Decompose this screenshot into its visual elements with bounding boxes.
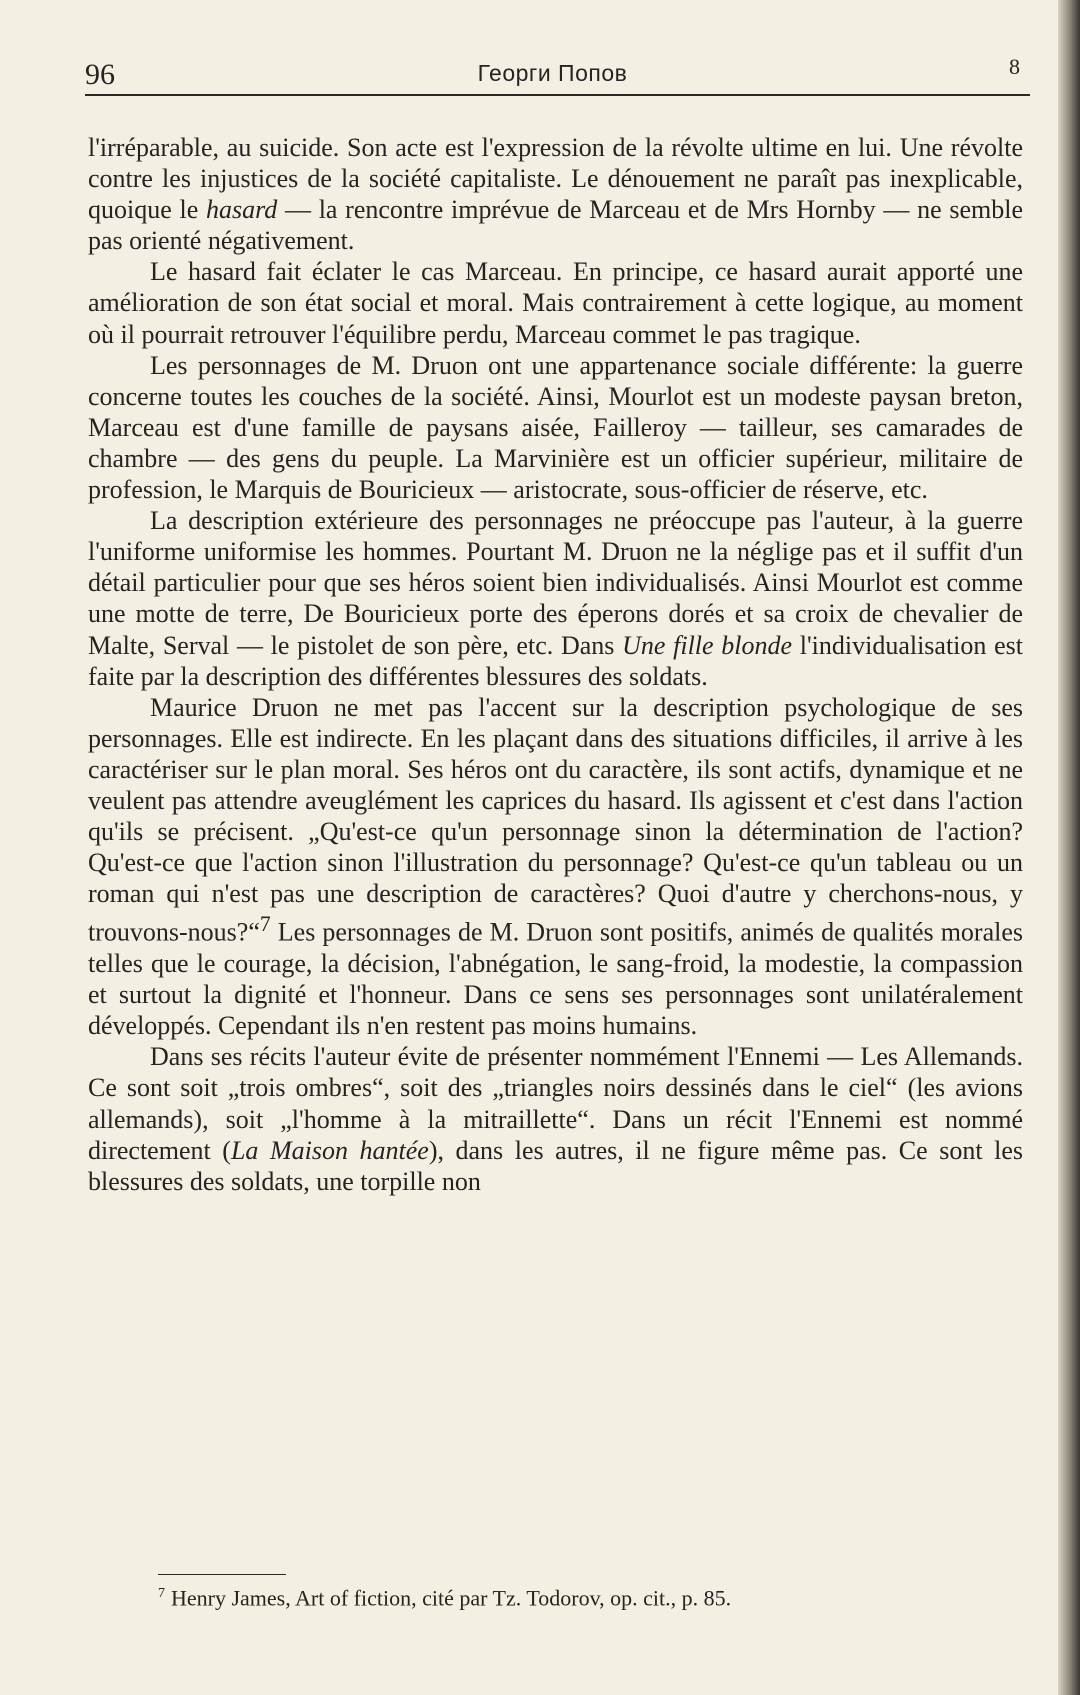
paragraph [88, 692, 1023, 1042]
text-run: l'irréparable, au suicide. Son acte est l'expression de la révolte ultime en lui. Une révolte contre les injustices de la société capitaliste. Le dénouement ne paraît pas inexplicable, quoique le [88, 133, 1023, 225]
footnote-ref: 7 [259, 912, 271, 937]
italic-title: La Maison hantée [230, 1135, 429, 1165]
text-run: La description extérieure des personnages ne préoccupe pas l'auteur, à la guerre l'uniforme uniformise les hommes. Pourtant M. Druon ne la néglige pas et il suffit d'un détail particulier pour que ses héros soient bien individualisés. Ainsi Mourlot est comme une motte de terre, De Bouricieux porte des éperons dorés et sa croix de chevalier de Malte, Serval — le pistolet de son père, etc. Dans [88, 506, 1023, 660]
italic-title: Une fille blonde [622, 630, 793, 660]
text-run: Les personnages de M. Druon ont une appartenance sociale différente: la guerre concerne toutes les couches de la société. Ainsi, Mourlot est un modeste paysan breton, Marceau est d'une famille de paysans aisée, Failleroy — tailleur, ses camarades de chambre — des gens du peuple. La Marvinière est un officier supérieur, militaire de profession, le Marquis de Bouricieux — aristocrate, sous-officier de réserve, etc. [88, 350, 1023, 505]
text-run: l'individualisation est faite par la description des différentes blessures des soldats. [88, 630, 1023, 691]
paragraph [88, 350, 1023, 505]
paragraph [88, 132, 1023, 256]
footnote-text: Henry James, Art of fiction, cité par Tz. Todorov, op. cit., p. 85. [171, 1585, 732, 1611]
paragraph [88, 505, 1023, 692]
footnote-number: 7 [158, 1586, 165, 1601]
page-number: 96 [85, 58, 115, 91]
header-rule [85, 94, 1030, 96]
running-title: Георги Попов [477, 60, 628, 86]
paragraph [88, 1041, 1023, 1196]
text-run: Le hasard fait éclater le cas Marceau. En principe, ce hasard aurait apporté une amélioration de son état social et moral. Mais contrairement à cette logique, au moment où il pourrait retrouver l'équilibre perdu, Marceau commet le pas tragique. [88, 257, 1023, 349]
text-run: Maurice Druon ne met pas l'accent sur la description psychologique de ses personnages. Elle est indirecte. En les plaçant dans des situations difficiles, il arrive à les caractériser sur le plan moral. Ses héros ont du caractère, ils sont actifs, dynamique et ne veulent pas attendre aveuglément les caprices du hasard. Ils agissent et c'est dans l'action qu'ils se précisent. „Qu'est-ce qu'un personnage sinon la détermination de l'action? Qu'est-ce que l'action sinon l'illustration du personnage? Qu'est-ce qu'un tableau ou un roman qui n'est pas une description de caractères? Quoi d'autre y cherchons-nous, y trouvons-nous?“ [88, 692, 1023, 947]
body-text [88, 132, 1023, 1197]
text-run: — la rencontre imprévue de Marceau et de Mrs Hornby — ne semble pas orienté négativement. [88, 195, 1023, 256]
footnote-rule [158, 1574, 286, 1575]
italic-title: hasard [205, 195, 278, 225]
text-run: Les personnages de M. Druon sont positifs, animés de qualités morales telles que le courage, la décision, l'abnégation, le sang-froid, la modestie, la compassion et surtout la dignité et l'honneur. Dans ce sens ses personnages sont unilatéralement développés. Cependant ils n'en restent pas moins humains. [88, 918, 1023, 1041]
book-spine-shadow [1058, 0, 1080, 1695]
footnote [158, 1580, 1018, 1612]
paragraph [88, 256, 1023, 349]
text-run: Dans ses récits l'auteur évite de présenter nommément l'Ennemi — Les Allemands. Ce sont soit „trois ombres“, soit des „triangles noirs dessinés dans le ciel“ (les avions allemands), soit „l'homme à la mitraillette“. Dans un récit l'Ennemi est nommé directement ( [88, 1042, 1023, 1165]
page-header [85, 52, 1020, 96]
signature-mark: 8 [1009, 54, 1020, 79]
text-run: ), dans les autres, il ne figure même pas. Ce sont les blessures des soldats, une torpille non [88, 1135, 1024, 1196]
